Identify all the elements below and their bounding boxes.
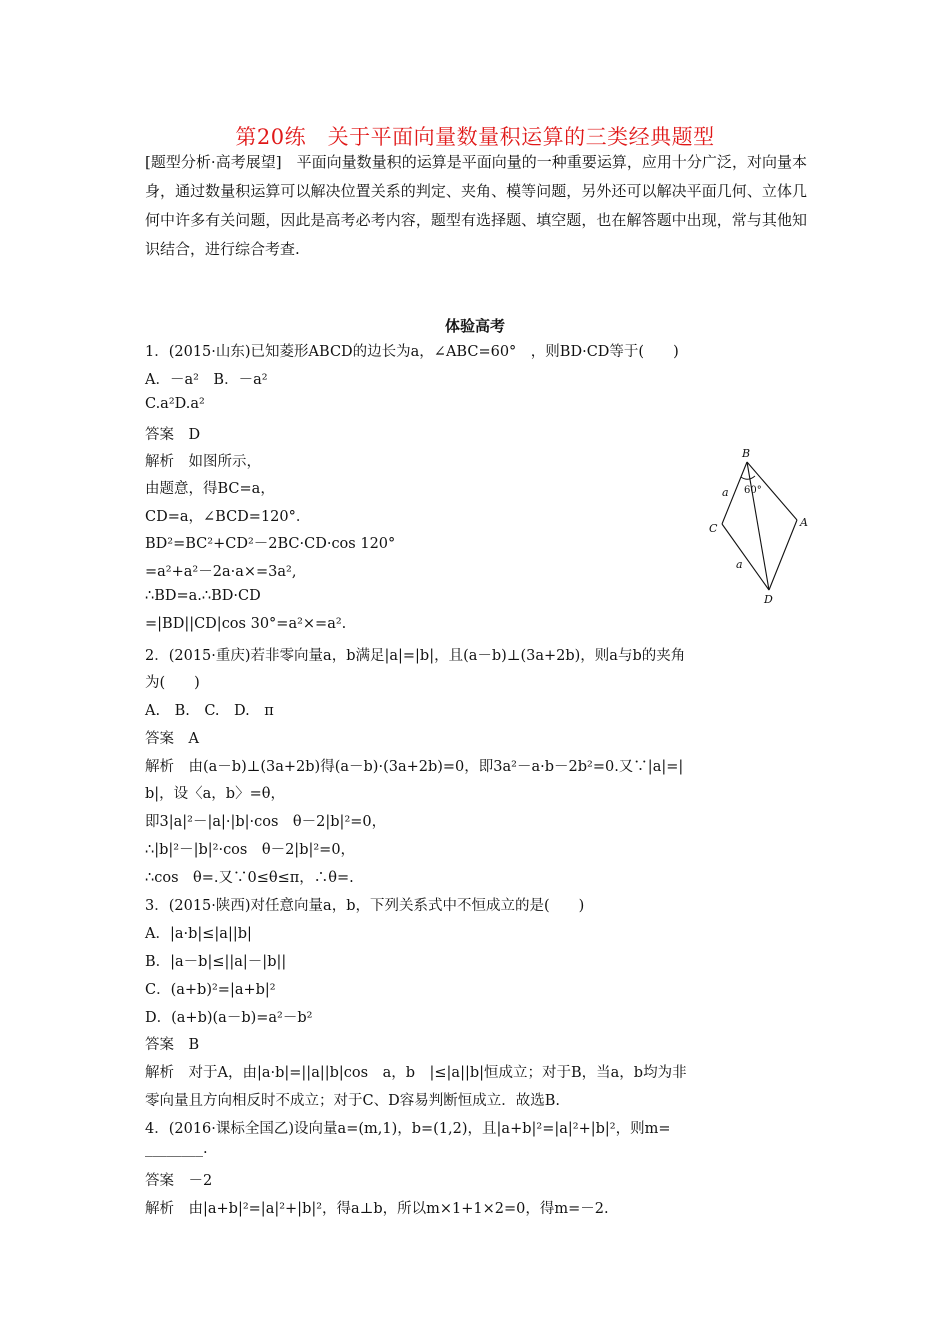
- problem-3-stem: 3．(2015·陕西)对任意向量a，b，下列关系式中不恒成立的是( ): [145, 898, 585, 914]
- page-title: 第20练 关于平面向量数量积运算的三类经典题型: [235, 125, 715, 149]
- rhombus-figure: [700, 444, 818, 606]
- problem-2-solution-line: ∴cos θ=.又∵0≤θ≤π，∴θ=.: [145, 870, 354, 886]
- problem-1-answer: 答案 D: [145, 427, 201, 443]
- side-label-bc: a: [722, 486, 729, 499]
- rhombus-diagram: [700, 444, 818, 606]
- problem-4-answer: 答案 －2: [145, 1173, 213, 1189]
- vertex-label-a: A: [800, 516, 808, 529]
- problem-3-option-b: B．|a－b|≤||a|－|b||: [145, 954, 287, 970]
- intro-paragraph: [题型分析·高考展望] 平面向量数量积的运算是平面向量的一种重要运算，应用十分广泛，对向量本身，通过数量积运算可以解决位置关系的判定、夹角、模等问题，另外还可以解决平面几何、立体几何中许多有关问题，因此是高考必考内容，题型有选择题、填空题，也在解答题中出现，常与其他知识结合，进行综合考查.: [145, 153, 807, 258]
- problem-4-solution-line: 解析 由|a+b|²=|a|²+|b|²，得a⊥b，所以m×1+1×2=0，得m=－2.: [145, 1201, 609, 1217]
- problem-2-answer: 答案 A: [145, 731, 199, 747]
- angle-arc: [741, 476, 755, 479]
- edge-ad: [769, 520, 797, 590]
- problem-3-solution-line: 解析 对于A，由|a·b|=||a||b|cos a，b |≤|a||b|恒成立；对于B，当a，b均为非: [145, 1065, 687, 1081]
- problem-2-stem-cont: 为( ): [145, 675, 200, 691]
- problem-1-solution-line: =a²+a²－2a·a×=3a²,: [145, 564, 297, 580]
- problem-1-solution-line: =|BD||CD|cos 30°=a²×=a².: [145, 616, 347, 632]
- problem-1-options-ab: A．－a² B．－a²: [145, 372, 268, 388]
- side-label-cd: a: [736, 558, 743, 571]
- problem-1-solution-line: 解析 如图所示，: [145, 454, 261, 470]
- problem-2-solution-line: 即3|a|²－|a|·|b|·cos θ－2|b|²=0，: [145, 814, 387, 830]
- problem-3-solution-line: 零向量且方向相反时不成立；对于C、D容易判断恒成立．故选B.: [145, 1093, 560, 1109]
- problem-1-stem: 1．(2015·山东)已知菱形ABCD的边长为a，∠ABC=60° ，则BD·CD等于( ): [145, 344, 679, 360]
- problem-1-options-cd: C.a²D.a²: [145, 396, 205, 412]
- problem-3-option-d: D．(a+b)(a－b)=a²－b²: [145, 1010, 313, 1026]
- problem-1-solution-line: ∴BD=a.∴BD·CD: [145, 588, 261, 604]
- problem-1-solution-line: 由题意，得BC=a，: [145, 481, 275, 497]
- edge-cd: [722, 524, 769, 590]
- problem-2-options: A. B. C. D. π: [145, 703, 274, 719]
- problem-2-solution-line: ∴|b|²－|b|²·cos θ－2|b|²=0，: [145, 842, 356, 858]
- vertex-label-b: B: [742, 447, 751, 460]
- problem-3-option-a: A．|a·b|≤|a||b|: [145, 926, 252, 942]
- problem-4-blank: ________.: [145, 1141, 208, 1157]
- problem-4-stem: 4．(2016·课标全国乙)设向量a=(m,1)，b=(1,2)，且|a+b|²=|a|²+|b|²，则m=: [145, 1121, 671, 1137]
- problem-1-solution-line: BD²=BC²+CD²－2BC·CD·cos 120°: [145, 536, 396, 552]
- vertex-label-c: C: [709, 522, 718, 535]
- problem-2-solution-line: b|，设〈a，b〉=θ，: [145, 786, 285, 802]
- problem-1-solution-line: CD=a，∠BCD=120°．: [145, 509, 311, 525]
- diagonal-bd: [747, 462, 769, 590]
- problem-3-option-c: C．(a+b)²=|a+b|²: [145, 982, 276, 998]
- problem-3-answer: 答案 B: [145, 1037, 200, 1053]
- problem-2-stem: 2．(2015·重庆)若非零向量a，b满足|a|=|b|，且(a－b)⊥(3a+2b)，则a与b的夹角: [145, 648, 686, 664]
- problem-2-solution-line: 解析 由(a－b)⊥(3a+2b)得(a－b)·(3a+2b)=0，即3a²－a·b－2b²=0.又∵|a|=|: [145, 759, 684, 775]
- angle-label: 60°: [744, 485, 762, 496]
- section-heading: 体验高考: [444, 317, 505, 335]
- vertex-label-d: D: [764, 593, 773, 606]
